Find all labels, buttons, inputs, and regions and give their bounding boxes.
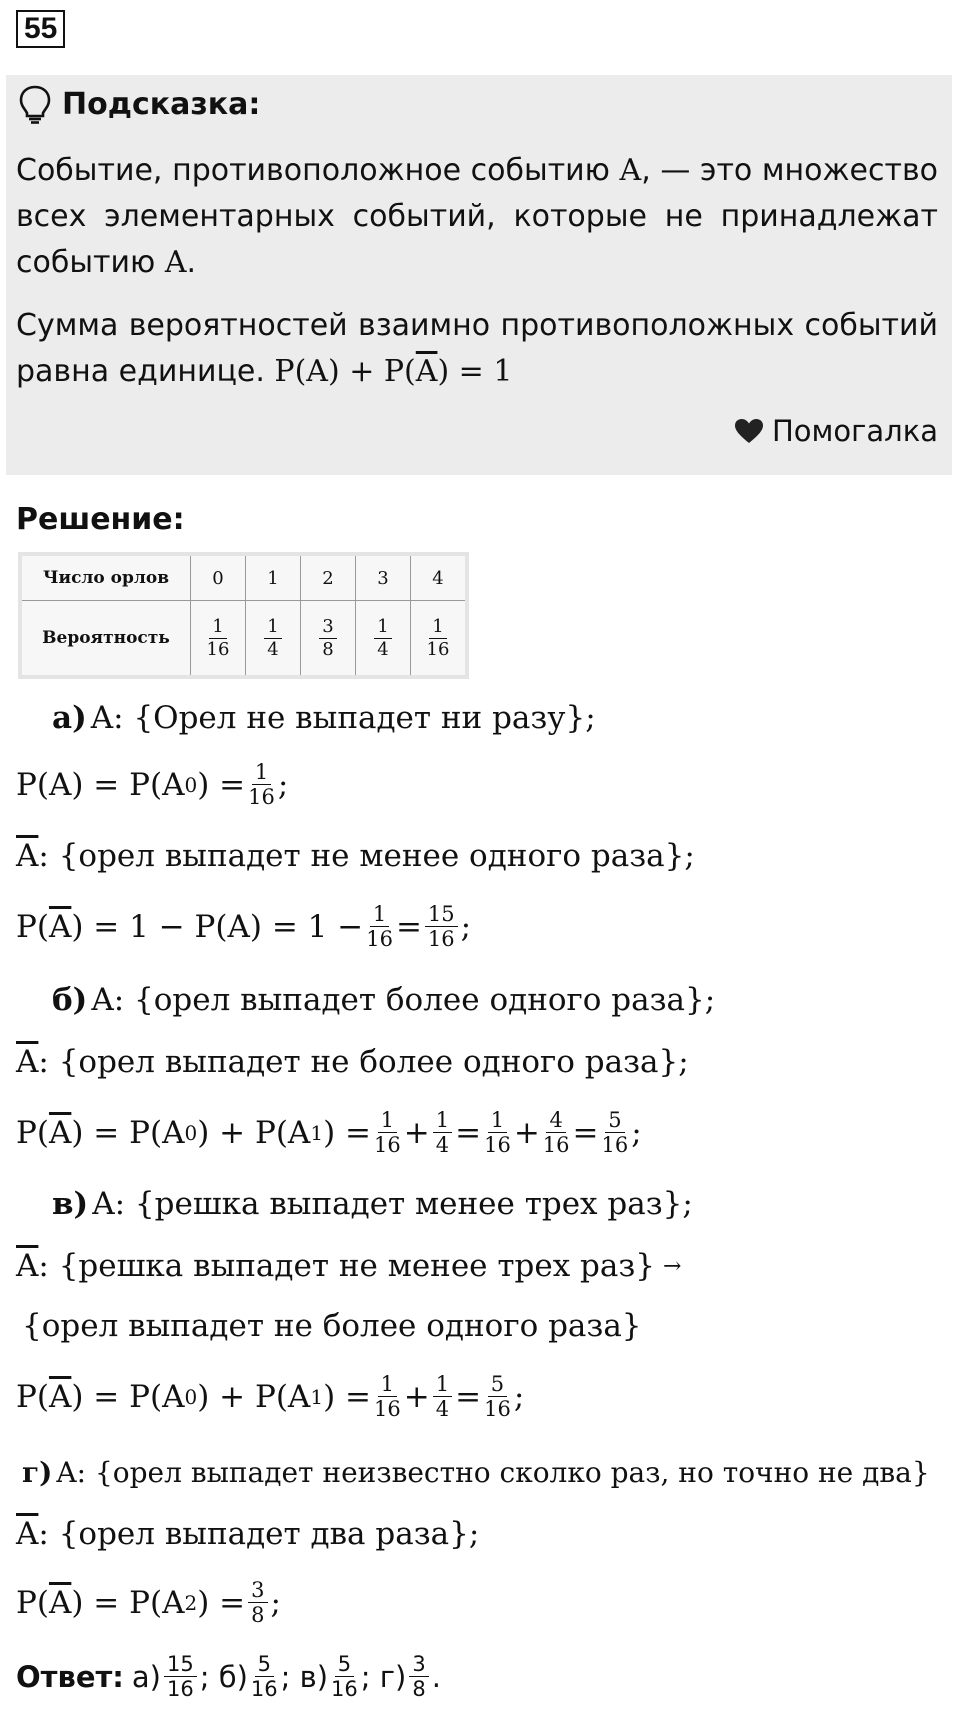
complement-symbol: $\overline{A}$ [16,1248,39,1284]
formula-part: ; [513,1378,525,1415]
denominator: 16 [542,1133,570,1157]
table-cell: 4 [411,554,468,601]
event-text: : {орел выпадет два раза}; [38,1516,480,1552]
part-g-formula [16,1578,281,1627]
part-b-formula [16,1108,642,1157]
denominator: 8 [322,638,334,660]
denominator: 4 [435,1397,450,1421]
table-cell [246,601,301,678]
answer-part: ; г) [360,1659,407,1694]
part-a-complement [16,838,695,874]
probability-table [18,552,469,679]
hint-p2-text: Сумма вероятностей взаимно противоположных событий равна единице. [16,308,938,389]
formula-part: P( [16,1584,49,1621]
formula-part: ; [277,766,289,803]
part-g-event [22,1456,930,1489]
fraction [264,616,281,661]
numerator: 1 [374,616,391,639]
numerator: 5 [605,1108,624,1133]
table-cell: 3 [356,554,411,601]
fraction [484,1108,511,1157]
hint-p1-part: Событие, противоположное событию [16,153,620,188]
numerator: 5 [488,1372,507,1397]
numerator: 1 [252,760,271,785]
formula-part: ) = P(A [71,1114,185,1151]
numerator: 1 [378,1372,397,1397]
numerator: 15 [425,902,458,927]
fraction [425,902,458,951]
formula-part: ) = 1 − P(A) = 1 − [71,908,364,945]
arrow-icon: → [663,1253,682,1279]
event-text: A: {Орел не выпадет ни разу}; [90,700,596,736]
denominator: 16 [166,1677,194,1701]
table-header-cell: Вероятность [20,601,191,678]
denominator: 16 [427,927,455,951]
numerator: 15 [164,1652,197,1677]
hint-title-text: Подсказка: [62,86,261,122]
denominator: 16 [484,1133,511,1157]
fraction [427,616,450,661]
event-symbol: A [619,153,642,188]
subscript: 0 [184,772,198,797]
numerator: 5 [335,1652,354,1677]
part-a-formula-1 [16,760,288,809]
subscript: 0 [184,1384,198,1409]
denominator: 4 [267,638,279,660]
fraction [409,1652,428,1701]
table-cell [356,601,411,678]
table-cell: 2 [301,554,356,601]
subscript: 1 [310,1120,324,1145]
fraction [248,760,275,809]
hint-p1-part: , — это множество всех элементарных событий, которые не принадлежат событию [16,153,938,280]
denominator: 4 [435,1133,450,1157]
table-row [20,554,467,601]
denominator: 16 [374,1397,401,1421]
formula-part: ) = P(A [71,1584,185,1621]
part-label: в) [52,1186,89,1222]
denominator: 8 [412,1677,426,1701]
formula-part: + [403,1378,430,1415]
event-text: : {орел выпадет не более одного раза}; [38,1044,689,1080]
answer-label: Ответ: [16,1659,124,1694]
denominator: 16 [331,1677,358,1701]
numerator: 1 [433,1372,452,1397]
fraction [602,1108,629,1157]
part-label: а) [52,700,87,736]
formula-part: P( [16,1114,49,1151]
part-v-complement [16,1248,681,1284]
fraction [433,1108,452,1157]
brand-label [734,414,938,448]
part-v-event [52,1186,693,1222]
lightbulb-icon [18,84,52,124]
denominator: 8 [251,1603,265,1627]
numerator: 1 [378,1108,397,1133]
table-cell [191,601,246,678]
numerator: 1 [433,1108,452,1133]
complement-symbol: $\overline{A}$ [48,1378,72,1415]
table-cell [411,601,468,678]
denominator: 16 [601,1133,629,1157]
fraction [164,1652,197,1701]
formula-part: + [403,1114,430,1151]
numerator: 1 [488,1108,507,1133]
table-cell: 1 [246,554,301,601]
complement-symbol: $\overline{A}$ [16,1044,39,1080]
formula-part: ; [270,1584,281,1621]
fraction [433,1372,452,1421]
table-header-cell: Число орлов [20,554,191,601]
numerator: 3 [319,616,336,639]
fraction [374,1372,401,1421]
part-a-formula-2 [16,902,471,951]
denominator: 16 [248,785,275,809]
subscript: 2 [184,1590,198,1615]
numerator: 1 [429,616,446,639]
numerator: 1 [209,616,226,639]
hint-p2-formula [274,354,512,389]
part-v-equivalent [22,1308,642,1344]
fraction [374,1108,401,1157]
formula-part: ) + P(A [197,1378,311,1415]
answer-part: . [431,1659,441,1694]
complement-symbol: $\overline{A}$ [48,908,72,945]
denominator: 16 [374,1133,401,1157]
fraction [366,902,393,951]
formula-part: P( [16,908,49,945]
numerator: 1 [264,616,281,639]
solution-title: Решение: [16,502,185,537]
answer-part: ; в) [280,1659,329,1694]
heart-icon [734,418,764,444]
complement-symbol: $\overline{A}$ [16,1516,39,1552]
answer-part: ; б) [199,1659,248,1694]
numerator: 4 [546,1108,565,1133]
formula-part: ) = [197,1584,246,1621]
event-text: A: {решка выпадет менее трех раз}; [92,1186,693,1222]
formula-part: P( [16,1378,49,1415]
formula-part: ) = 1 [437,354,513,389]
part-b-event [52,982,715,1018]
part-label: б) [52,982,88,1018]
fraction [484,1372,511,1421]
table-cell: 0 [191,554,246,601]
part-g-complement [16,1516,479,1552]
fraction [374,616,391,661]
formula-part: ) = [323,1378,371,1415]
hint-paragraph-2 [16,303,938,395]
part-b-complement [16,1044,689,1080]
denominator: 16 [206,638,230,660]
denominator: 16 [484,1397,511,1421]
numerator: 1 [370,902,389,927]
denominator: 16 [426,638,450,660]
formula-part: ; [631,1114,642,1151]
formula-part: P(A) + P( [274,354,416,389]
numerator: 3 [409,1652,428,1677]
formula-part: = [455,1378,482,1415]
hint-title [18,84,260,124]
formula-part: ) = P(A [71,1378,185,1415]
part-v-formula [16,1372,524,1421]
event-text: A: {орел выпадет более одного раза}; [91,982,716,1018]
complement-symbol: $\overline{A}$ [48,1584,72,1621]
formula-part: ; [460,908,472,945]
formula-part: ) + P(A [197,1114,311,1151]
denominator: 16 [250,1677,278,1701]
denominator: 4 [377,638,389,660]
task-number: 55 [16,10,65,48]
brand-text: Помогалка [772,414,938,448]
complement-symbol: $\overline{A}$ [16,838,39,874]
formula-part: = [572,1114,599,1151]
complement-symbol: $\overline{A}$ [48,1114,72,1151]
event-text: : {орел выпадет не менее одного раза}; [38,838,695,874]
denominator: 16 [366,927,393,951]
complement-symbol: $\overline{A}$ [415,354,438,389]
hint-paragraph-1 [16,148,938,286]
fraction [319,616,336,661]
table-cell [301,601,356,678]
hint-p1-part: . [186,245,197,280]
answer-part: а) [131,1659,161,1694]
formula-part: ) = [323,1114,371,1151]
fraction [331,1652,358,1701]
event-text: {орел выпадет не более одного раза} [22,1308,642,1344]
fraction [543,1108,570,1157]
event-text: : {решка выпадет не менее трех раз} [38,1248,655,1284]
fraction [207,616,230,661]
table-row [20,601,467,678]
part-a-event [52,700,596,736]
answer-line [16,1652,441,1701]
subscript: 0 [184,1120,198,1145]
formula-part: P(A) = P(A [16,766,185,803]
event-text: A: {орел выпадет неизвестно сколко раз, но точно не два} [56,1456,930,1489]
part-label: г) [22,1456,53,1489]
formula-part: = [395,908,422,945]
numerator: 3 [248,1578,267,1603]
fraction [248,1578,267,1627]
subscript: 1 [310,1384,324,1409]
fraction [251,1652,278,1701]
formula-part: ) = [197,766,246,803]
formula-part: = [455,1114,482,1151]
formula-part: + [513,1114,540,1151]
numerator: 5 [255,1652,274,1677]
event-symbol: A [164,245,187,280]
